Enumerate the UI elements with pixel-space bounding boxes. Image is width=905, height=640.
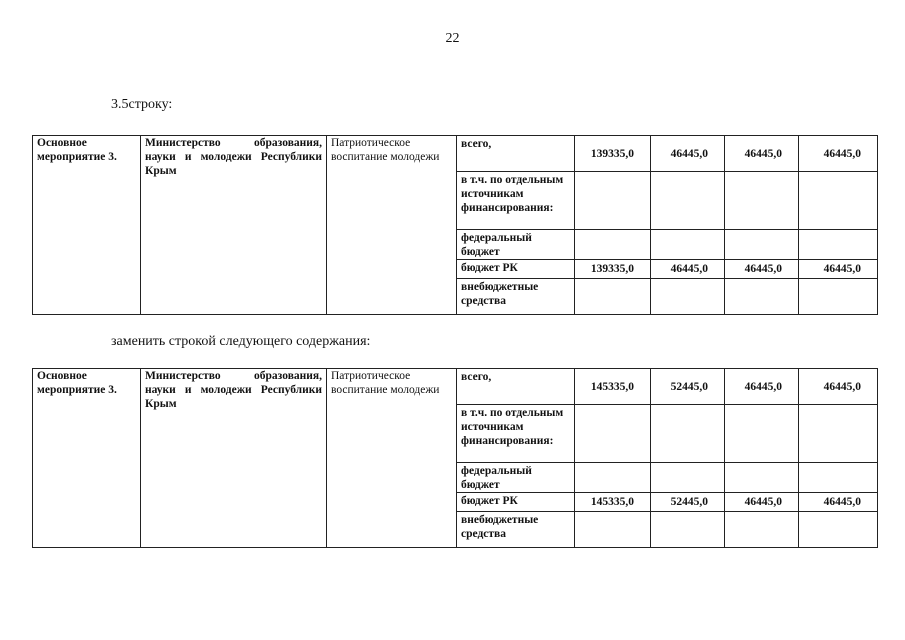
value-cell: 46445,0 (725, 369, 799, 405)
value-cell: 139335,0 (575, 136, 651, 172)
source-cell: в т.ч. по отдельным источникам финансирования: (457, 405, 575, 463)
value-cell: 46445,0 (799, 369, 878, 405)
value-cell (799, 405, 878, 463)
table-row (33, 136, 878, 172)
value-cell (799, 512, 878, 548)
value-cell (799, 279, 878, 315)
value-cell (799, 230, 878, 260)
replace-text: заменить строкой следующего содержания: (111, 334, 371, 349)
value-cell (651, 512, 725, 548)
value-cell (725, 172, 799, 230)
activity-name-cell (327, 136, 457, 315)
source-cell: федеральный бюджет (457, 230, 575, 260)
value-cell (725, 230, 799, 260)
value-cell: 46445,0 (799, 493, 878, 512)
value-cell (651, 172, 725, 230)
source-cell: внебюджетные средства (457, 279, 575, 315)
activity-name-cell (327, 369, 457, 548)
source-cell: всего, (457, 369, 575, 405)
value-cell (725, 405, 799, 463)
activity-name: Патриотическое воспитание молодежи (331, 370, 440, 396)
value-cell (725, 512, 799, 548)
value-cell: 52445,0 (651, 369, 725, 405)
value-cell: 46445,0 (651, 136, 725, 172)
value-cell (651, 405, 725, 463)
value-cell: 46445,0 (725, 493, 799, 512)
source-cell: федеральный бюджет (457, 463, 575, 493)
value-cell (651, 230, 725, 260)
intro-text: 3.5строку: (111, 97, 173, 112)
value-cell (799, 172, 878, 230)
new-row-table (32, 368, 878, 548)
activity-name: Патриотическое воспитание молодежи (331, 137, 440, 163)
value-cell (575, 463, 651, 493)
value-cell (651, 463, 725, 493)
activity-cell: Основное мероприятие 3. (33, 369, 141, 548)
value-cell (725, 279, 799, 315)
source-cell: в т.ч. по отдельным источникам финансирования: (457, 172, 575, 230)
executor-cell: Министерство образования, науки и молодежи Республики Крым (141, 136, 327, 315)
value-cell: 145335,0 (575, 369, 651, 405)
value-cell: 139335,0 (575, 260, 651, 279)
old-row-table (32, 135, 878, 315)
page-number: 22 (445, 31, 460, 46)
value-cell (575, 512, 651, 548)
value-cell: 46445,0 (799, 136, 878, 172)
value-cell (575, 172, 651, 230)
activity-cell: Основное мероприятие 3. (33, 136, 141, 315)
value-cell (575, 230, 651, 260)
value-cell: 46445,0 (725, 136, 799, 172)
source-cell: всего, (457, 136, 575, 172)
table-row (33, 369, 878, 405)
value-cell (799, 463, 878, 493)
source-cell: бюджет РК (457, 493, 575, 512)
value-cell: 52445,0 (651, 493, 725, 512)
value-cell (651, 279, 725, 315)
executor-cell: Министерство образования, науки и молодежи Республики Крым (141, 369, 327, 548)
value-cell (725, 463, 799, 493)
value-cell: 46445,0 (725, 260, 799, 279)
value-cell: 46445,0 (799, 260, 878, 279)
source-cell: бюджет РК (457, 260, 575, 279)
value-cell: 145335,0 (575, 493, 651, 512)
value-cell (575, 405, 651, 463)
source-cell: внебюджетные средства (457, 512, 575, 548)
value-cell (575, 279, 651, 315)
value-cell: 46445,0 (651, 260, 725, 279)
